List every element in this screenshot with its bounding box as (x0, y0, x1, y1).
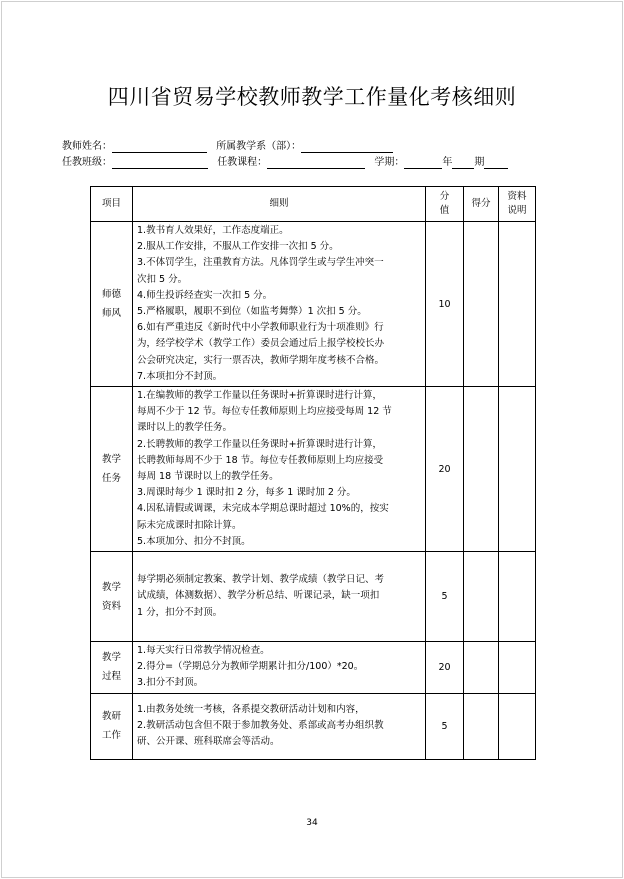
row-score: 10 (426, 222, 464, 387)
semester-year-field[interactable] (404, 158, 442, 169)
teacher-name-field[interactable] (112, 142, 207, 153)
detail-line: 7.本项扣分不封顶。 (137, 370, 223, 382)
semester-term-field[interactable] (452, 158, 474, 169)
row-details (133, 222, 426, 387)
row-score: 20 (426, 642, 464, 694)
detail-line: 3.周课时每少 1 课时扣 2 分，每多 1 课时加 2 分。 (137, 487, 356, 499)
table-row (91, 642, 536, 694)
header-materials: 资料 说明 (499, 187, 536, 222)
table-header-row (91, 187, 536, 222)
row-item (91, 387, 133, 552)
row-item-text: 任务 (101, 473, 121, 485)
course-field[interactable] (267, 158, 365, 169)
detail-line: 5.严格履职，履职不到位（如监考舞弊）1 次扣 5 分。 (137, 306, 367, 318)
term-label: 期 (474, 157, 485, 168)
class-field[interactable] (112, 158, 208, 169)
row-materials-cell[interactable] (499, 387, 536, 552)
row-score: 5 (426, 552, 464, 642)
row-item-text: 师风 (101, 308, 121, 320)
row-materials-cell[interactable] (499, 552, 536, 642)
row-item-text: 教研 (101, 711, 121, 723)
class-label: 任教班级： (62, 157, 112, 168)
row-details (133, 642, 426, 694)
detail-line: 1.教书育人效果好，工作态度端正。 (137, 225, 289, 236)
row-details (133, 693, 426, 759)
row-item-text: 过程 (101, 671, 121, 683)
detail-line: 5.本项加分、扣分不封顶。 (137, 535, 251, 547)
table-row (91, 552, 536, 642)
form-row-2 (62, 157, 508, 169)
detail-line: 6.如有严重违反《新时代中小学教师职业行为十项准则》行 (137, 322, 384, 334)
row-materials-cell[interactable] (499, 693, 536, 759)
detail-line: 每周不少于 12 节。每位专任教师原则上均应接受每周 12 节 (137, 406, 392, 418)
row-item-text: 教学 (101, 454, 121, 466)
form-row-1 (62, 141, 393, 153)
row-points-cell[interactable] (464, 642, 499, 694)
row-points-cell[interactable] (464, 387, 499, 552)
detail-line: 1.在编教师的教学工作量以任务课时+折算课时进行计算， (137, 390, 383, 402)
department-field[interactable] (301, 142, 393, 153)
page-number: 34 (306, 818, 318, 828)
detail-line: 2.长聘教师的教学工作量以任务课时+折算课时进行计算， (137, 438, 383, 450)
semester-label: 学期： (374, 157, 405, 168)
row-score: 20 (426, 387, 464, 552)
table-row (91, 693, 536, 759)
detail-line: 公会研究决定，实行一票否决，教师学期年度考核不合格。 (137, 354, 385, 366)
row-item-text: 教学 (101, 652, 121, 664)
detail-line: 际未完成课时扣除计算。 (137, 519, 242, 531)
detail-line: 为，经学校学术（教学工作）委员会通过后上报学校校长办 (137, 338, 385, 350)
detail-line: 1 分，扣分不封顶。 (137, 606, 223, 618)
row-details (133, 552, 426, 642)
row-points-cell[interactable] (464, 222, 499, 387)
detail-line: 3.不体罚学生，注重教育方法。凡体罚学生或与学生冲突一 (137, 257, 384, 269)
detail-line: 2.教研活动包含但不限于参加教务处、系部或高考办组织教 (137, 720, 384, 732)
row-item (91, 642, 133, 694)
row-item-text: 工作 (101, 730, 121, 742)
detail-line: 每学期必须制定教案、教学计划、教学成绩（教学日记、考 (137, 574, 385, 586)
row-item (91, 222, 133, 387)
header-detail: 细则 (133, 187, 426, 222)
document-title: 四川省贸易学校教师教学工作量化考核细则 (107, 85, 517, 109)
detail-line: 研、公开课、班科联席会等活动。 (137, 736, 280, 748)
detail-line: 2.服从工作安排，不服从工作安排一次扣 5 分。 (137, 241, 339, 253)
detail-line: 3.扣分不封顶。 (137, 677, 204, 689)
row-materials-cell[interactable] (499, 222, 536, 387)
detail-line: 次扣 5 分。 (137, 273, 188, 285)
department-label: 所属教学系（部）： (216, 141, 302, 152)
row-item-text: 资料 (101, 600, 121, 612)
header-points: 得分 (464, 187, 499, 222)
year-label: 年 (442, 157, 453, 168)
detail-line: 1.每天实行日常教学情况检查。 (137, 645, 270, 657)
course-label: 任教课程： (217, 157, 268, 168)
detail-line: 4.师生投诉经查实一次扣 5 分。 (137, 289, 273, 301)
detail-line: 课时以上的教学任务。 (137, 422, 233, 434)
detail-line: 2.得分=（学期总分为教师学期累计扣分/100）*20。 (137, 661, 364, 673)
detail-line: 4.因私请假或调课，未完成本学期总课时超过 10%的，按实 (137, 503, 389, 515)
row-points-cell[interactable] (464, 693, 499, 759)
header-item: 项目 (91, 187, 133, 222)
row-item-text: 师德 (101, 289, 121, 301)
table-row (91, 387, 536, 552)
row-item-text: 教学 (101, 581, 121, 593)
detail-line: 试成绩，体测数据）、教学分析总结、听课记录，缺一项扣 (137, 590, 380, 602)
term-extra-field[interactable] (484, 158, 508, 169)
detail-line: 长聘教师每周不少于 18 节。每位专任教师原则上均应接受 (137, 454, 384, 466)
detail-line: 1.由教务处统一考核，各系提交教研活动计划和内容， (137, 703, 365, 715)
teacher-name-label: 教师姓名： (62, 141, 112, 152)
row-details (133, 387, 426, 552)
row-score: 5 (426, 693, 464, 759)
row-points-cell[interactable] (464, 552, 499, 642)
table-row (91, 222, 536, 387)
row-item (91, 552, 133, 642)
row-materials-cell[interactable] (499, 642, 536, 694)
assessment-table (90, 186, 536, 760)
header-score: 分 值 (426, 187, 464, 222)
row-item (91, 693, 133, 759)
detail-line: 每周 18 节课时以上的教学任务。 (137, 471, 279, 483)
